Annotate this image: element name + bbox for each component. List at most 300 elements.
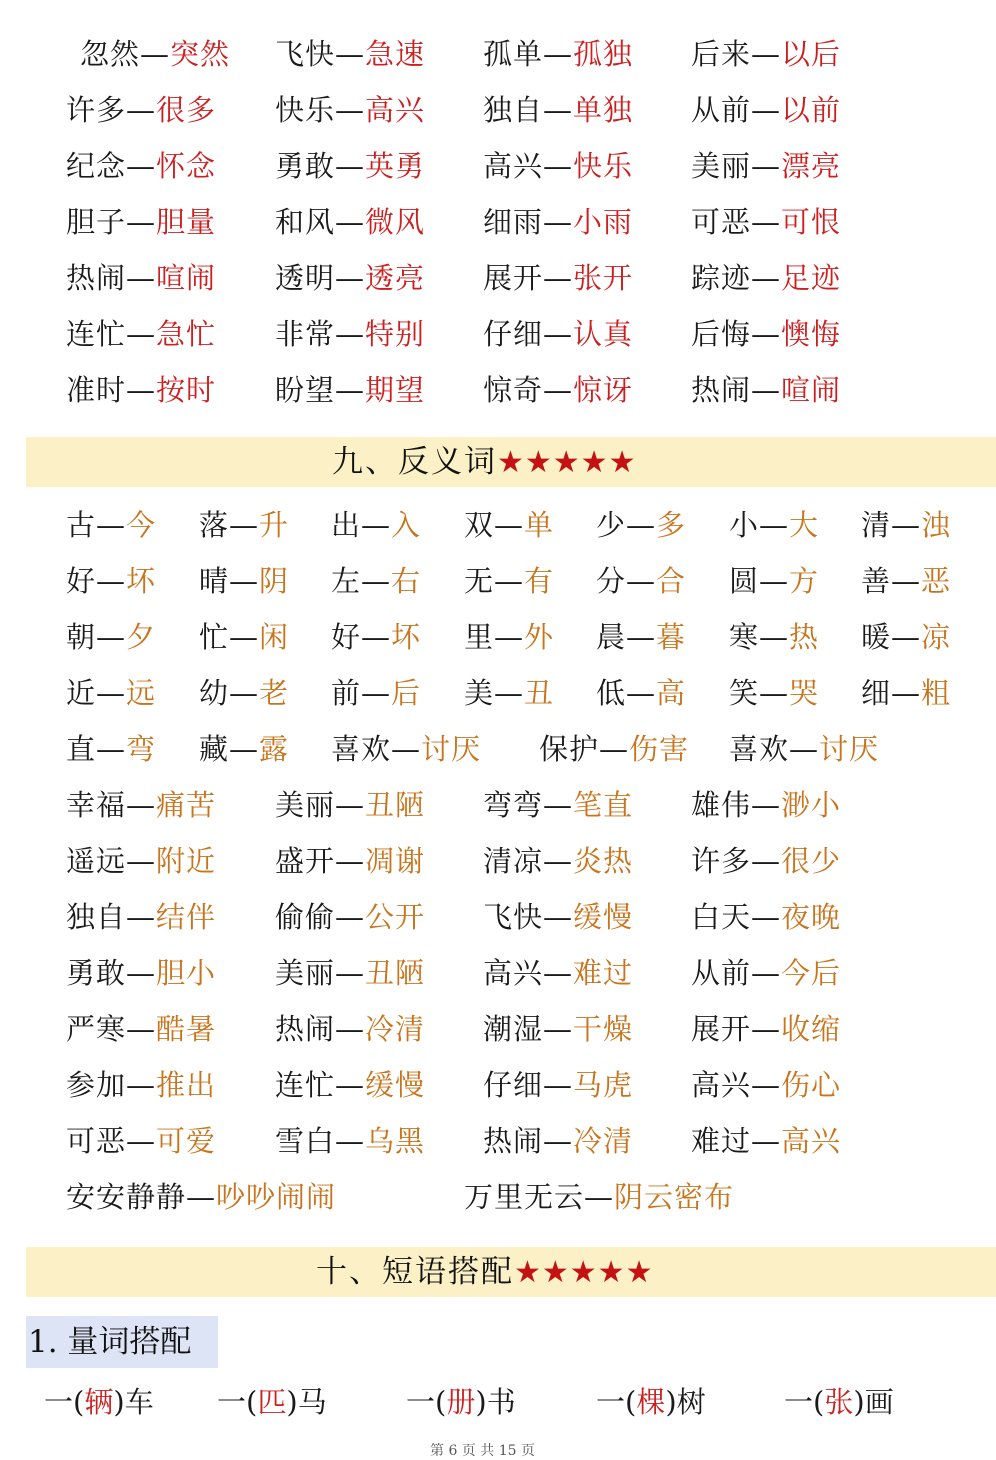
antonym-pair — [331, 497, 421, 553]
word: 朝 — [66, 620, 97, 654]
synonym-pair — [691, 26, 841, 82]
dash: — — [759, 676, 790, 710]
word: 盛开 — [275, 844, 336, 878]
antonym-pair — [331, 553, 421, 609]
word: 喜欢 — [331, 732, 392, 766]
measure-words-subheading: 1. 量词搭配 — [26, 1316, 218, 1368]
word: 展开 — [691, 1012, 752, 1046]
word: 少 — [596, 508, 627, 542]
answer-word: 合 — [656, 564, 687, 598]
word: 圆 — [729, 564, 760, 598]
dash: — — [186, 1180, 217, 1214]
dash: — — [891, 508, 922, 542]
answer-word: 特别 — [365, 317, 426, 351]
answer-word: 很少 — [781, 844, 842, 878]
word: 细 — [861, 676, 892, 710]
word: 保护 — [539, 732, 600, 766]
word: 笑 — [729, 676, 760, 710]
word: 纪念 — [66, 149, 127, 183]
dash: — — [229, 564, 260, 598]
antonym-pair — [331, 665, 421, 721]
answer-word: 方 — [789, 564, 820, 598]
word: 偷偷 — [275, 900, 336, 934]
synonym-pair — [66, 250, 216, 306]
measure-word-item — [44, 1374, 154, 1430]
dash: — — [126, 261, 157, 295]
antonym-pair — [691, 1001, 841, 1057]
word: 清凉 — [483, 844, 544, 878]
numeral: 一 — [44, 1385, 74, 1419]
dash: — — [751, 788, 782, 822]
answer-word: 阴 — [259, 564, 290, 598]
word: 盼望 — [275, 373, 336, 407]
antonym-row — [0, 721, 996, 777]
word: 忽然 — [80, 37, 141, 71]
word: 落 — [199, 508, 230, 542]
answer-word: 哭 — [789, 676, 820, 710]
word: 幼 — [199, 676, 230, 710]
dash: — — [96, 732, 127, 766]
answer-word: 高 — [656, 676, 687, 710]
dash: — — [789, 732, 820, 766]
antonym-row — [0, 777, 996, 833]
synonym-row — [0, 82, 996, 138]
antonym-pair — [691, 777, 841, 833]
answer-word: 怀念 — [156, 149, 217, 183]
open-paren: ( — [246, 1385, 258, 1419]
dash: — — [751, 205, 782, 239]
dash: — — [543, 261, 574, 295]
answer-word: 以前 — [781, 93, 842, 127]
answer-word: 懊悔 — [781, 317, 842, 351]
answer-word: 马虎 — [573, 1068, 634, 1102]
antonym-row — [0, 945, 996, 1001]
dash: — — [335, 149, 366, 183]
word: 美丽 — [275, 956, 336, 990]
dash: — — [335, 205, 366, 239]
answer-word: 伤害 — [629, 732, 690, 766]
answer-word: 夕 — [126, 620, 157, 654]
noun: 书 — [486, 1385, 516, 1419]
dash: — — [126, 373, 157, 407]
dash: — — [335, 788, 366, 822]
antonym-pair — [729, 553, 819, 609]
answer-word: 小雨 — [573, 205, 634, 239]
dash: — — [543, 956, 574, 990]
synonym-row — [0, 26, 996, 82]
antonym-pair — [66, 1001, 216, 1057]
answer-word: 高兴 — [781, 1124, 842, 1158]
answer-word: 很多 — [156, 93, 217, 127]
antonym-pair — [483, 889, 633, 945]
dash: — — [96, 564, 127, 598]
measure-word: 张 — [824, 1385, 854, 1419]
dash: — — [126, 1124, 157, 1158]
answer-word: 高兴 — [365, 93, 426, 127]
measure-word: 棵 — [636, 1385, 666, 1419]
answer-word: 大 — [789, 508, 820, 542]
antonym-pair — [596, 609, 686, 665]
dash: — — [543, 900, 574, 934]
word: 小 — [729, 508, 760, 542]
antonym-pair — [539, 721, 689, 777]
answer-word: 急忙 — [156, 317, 217, 351]
dash: — — [229, 620, 260, 654]
answer-word: 突然 — [170, 37, 231, 71]
antonym-pair — [861, 665, 951, 721]
antonym-pair — [691, 945, 841, 1001]
antonym-row — [0, 1169, 996, 1225]
word: 左 — [331, 564, 362, 598]
word: 惊奇 — [483, 373, 544, 407]
close-paren: ) — [113, 1385, 125, 1419]
antonym-row — [0, 1001, 996, 1057]
measure-word-item — [596, 1374, 706, 1430]
word: 许多 — [66, 93, 127, 127]
dash: — — [751, 93, 782, 127]
numeral: 一 — [217, 1385, 247, 1419]
antonym-pair — [464, 553, 554, 609]
answer-word: 露 — [259, 732, 290, 766]
word: 晨 — [596, 620, 627, 654]
answer-word: 难过 — [573, 956, 634, 990]
synonym-pair — [275, 306, 425, 362]
antonym-pair — [199, 665, 289, 721]
word: 参加 — [66, 1068, 127, 1102]
answer-word: 胆小 — [156, 956, 217, 990]
answer-word: 远 — [126, 676, 157, 710]
answer-word: 后 — [391, 676, 422, 710]
word: 万里无云 — [464, 1180, 585, 1214]
antonyms-heading — [332, 437, 636, 487]
answer-word: 伤心 — [781, 1068, 842, 1102]
antonym-pair — [66, 889, 216, 945]
synonym-pair — [691, 250, 841, 306]
answer-word: 浊 — [921, 508, 952, 542]
dash: — — [229, 508, 260, 542]
word: 透明 — [275, 261, 336, 295]
dash: — — [335, 261, 366, 295]
word: 分 — [596, 564, 627, 598]
word: 出 — [331, 508, 362, 542]
antonym-pair — [275, 833, 425, 889]
antonym-pair — [729, 609, 819, 665]
word: 善 — [861, 564, 892, 598]
dash: — — [751, 956, 782, 990]
antonym-pair — [66, 1169, 336, 1225]
antonym-pair — [691, 889, 841, 945]
word: 飞快 — [483, 900, 544, 934]
antonym-pair — [729, 497, 819, 553]
antonym-pair — [275, 945, 425, 1001]
word: 美丽 — [275, 788, 336, 822]
answer-word: 夜晚 — [781, 900, 842, 934]
synonym-pair — [691, 306, 841, 362]
dash: — — [361, 676, 392, 710]
dash: — — [751, 1068, 782, 1102]
word: 遥远 — [66, 844, 127, 878]
answer-word: 吵吵闹闹 — [216, 1180, 337, 1214]
dash: — — [543, 373, 574, 407]
dash: — — [96, 508, 127, 542]
word: 和风 — [275, 205, 336, 239]
word: 直 — [66, 732, 97, 766]
synonym-pair — [483, 26, 633, 82]
answer-word: 入 — [391, 508, 422, 542]
phrases-heading-band — [26, 1247, 996, 1297]
word: 幸福 — [66, 788, 127, 822]
dash: — — [335, 1068, 366, 1102]
synonym-pair — [483, 362, 633, 418]
antonym-pair — [483, 1113, 633, 1169]
word: 高兴 — [691, 1068, 752, 1102]
dash: — — [543, 37, 574, 71]
synonym-row — [0, 306, 996, 362]
synonym-pair — [275, 362, 425, 418]
word: 里 — [464, 620, 495, 654]
antonym-pair — [861, 497, 951, 553]
phrases-title: 十、短语搭配 — [316, 1254, 514, 1290]
dash: — — [751, 1012, 782, 1046]
word: 孤单 — [483, 37, 544, 71]
measure-word-item — [784, 1374, 894, 1430]
close-paren: ) — [665, 1385, 677, 1419]
dash: — — [751, 373, 782, 407]
dash: — — [891, 676, 922, 710]
word: 仔细 — [483, 1068, 544, 1102]
dash: — — [626, 676, 657, 710]
dash: — — [759, 508, 790, 542]
answer-word: 漂亮 — [781, 149, 842, 183]
word: 飞快 — [275, 37, 336, 71]
word: 雪白 — [275, 1124, 336, 1158]
dash: — — [229, 732, 260, 766]
word: 热闹 — [691, 373, 752, 407]
answer-word: 升 — [259, 508, 290, 542]
word: 藏 — [199, 732, 230, 766]
answer-word: 坏 — [391, 620, 422, 654]
dash: — — [494, 564, 525, 598]
page-footer: 第 6 页 共 15 页 — [430, 1443, 535, 1459]
dash: — — [335, 844, 366, 878]
dash: — — [543, 149, 574, 183]
word: 前 — [331, 676, 362, 710]
answer-word: 可恨 — [781, 205, 842, 239]
antonym-pair — [596, 553, 686, 609]
synonym-pair — [275, 82, 425, 138]
dash: — — [759, 564, 790, 598]
measure-word-row — [0, 1374, 996, 1430]
answer-word: 期望 — [365, 373, 426, 407]
antonym-pair — [66, 497, 156, 553]
answer-word: 单独 — [573, 93, 634, 127]
word: 寒 — [729, 620, 760, 654]
word: 胆子 — [66, 205, 127, 239]
antonym-pair — [483, 945, 633, 1001]
open-paren: ( — [625, 1385, 637, 1419]
dash: — — [96, 620, 127, 654]
answer-word: 凉 — [921, 620, 952, 654]
dash: — — [335, 1012, 366, 1046]
dash: — — [543, 788, 574, 822]
dash: — — [543, 205, 574, 239]
antonym-row — [0, 553, 996, 609]
word: 清 — [861, 508, 892, 542]
dash: — — [494, 676, 525, 710]
dash: — — [126, 788, 157, 822]
phrases-heading — [316, 1247, 653, 1297]
word: 独自 — [66, 900, 127, 934]
answer-word: 坏 — [126, 564, 157, 598]
antonym-pair — [691, 1057, 841, 1113]
answer-word: 透亮 — [365, 261, 426, 295]
antonym-pair — [331, 721, 481, 777]
dash: — — [126, 149, 157, 183]
antonym-row — [0, 497, 996, 553]
antonym-pair — [464, 1169, 734, 1225]
antonym-pair — [66, 1113, 216, 1169]
answer-word: 胆量 — [156, 205, 217, 239]
word: 低 — [596, 676, 627, 710]
word: 近 — [66, 676, 97, 710]
answer-word: 喧闹 — [781, 373, 842, 407]
answer-word: 丑陋 — [365, 956, 426, 990]
synonym-row — [0, 250, 996, 306]
close-paren: ) — [286, 1385, 298, 1419]
star-rating: ★★★★★ — [514, 1255, 654, 1290]
dash: — — [361, 620, 392, 654]
word: 暖 — [861, 620, 892, 654]
synonym-pair — [691, 82, 841, 138]
synonym-pair — [275, 26, 425, 82]
word: 勇敢 — [66, 956, 127, 990]
answer-word: 有 — [524, 564, 555, 598]
antonym-row — [0, 1057, 996, 1113]
dash: — — [626, 620, 657, 654]
dash: — — [391, 732, 422, 766]
answer-word: 酷暑 — [156, 1012, 217, 1046]
dash: — — [543, 1068, 574, 1102]
word: 可恶 — [691, 205, 752, 239]
dash: — — [229, 676, 260, 710]
antonym-pair — [483, 1057, 633, 1113]
word: 忙 — [199, 620, 230, 654]
answer-word: 暮 — [656, 620, 687, 654]
word: 快乐 — [275, 93, 336, 127]
noun: 树 — [676, 1385, 706, 1419]
word: 美丽 — [691, 149, 752, 183]
answer-word: 凋谢 — [365, 844, 426, 878]
antonym-pair — [275, 1057, 425, 1113]
dash: — — [126, 93, 157, 127]
dash: — — [751, 261, 782, 295]
dash: — — [584, 1180, 615, 1214]
word: 踪迹 — [691, 261, 752, 295]
word: 无 — [464, 564, 495, 598]
dash: — — [626, 564, 657, 598]
answer-word: 右 — [391, 564, 422, 598]
answer-word: 惊讶 — [573, 373, 634, 407]
dash: — — [751, 317, 782, 351]
dash: — — [335, 1124, 366, 1158]
word: 热闹 — [66, 261, 127, 295]
antonym-pair — [66, 1057, 216, 1113]
antonym-row — [0, 609, 996, 665]
dash: — — [361, 564, 392, 598]
synonym-pair — [483, 82, 633, 138]
synonym-pair — [66, 138, 216, 194]
word: 连忙 — [275, 1068, 336, 1102]
dash: — — [891, 564, 922, 598]
synonym-pair — [691, 138, 841, 194]
synonym-pair — [275, 138, 425, 194]
numeral: 一 — [596, 1385, 626, 1419]
antonym-pair — [66, 665, 156, 721]
dash: — — [626, 508, 657, 542]
measure-word: 册 — [446, 1385, 476, 1419]
answer-word: 英勇 — [365, 149, 426, 183]
answer-word: 按时 — [156, 373, 217, 407]
dash: — — [751, 1124, 782, 1158]
word: 难过 — [691, 1124, 752, 1158]
answer-word: 推出 — [156, 1068, 217, 1102]
word: 非常 — [275, 317, 336, 351]
close-paren: ) — [853, 1385, 865, 1419]
answer-word: 闲 — [259, 620, 290, 654]
open-paren: ( — [813, 1385, 825, 1419]
answer-word: 今后 — [781, 956, 842, 990]
antonym-pair — [275, 1001, 425, 1057]
word: 美 — [464, 676, 495, 710]
dash: — — [759, 620, 790, 654]
word: 潮湿 — [483, 1012, 544, 1046]
antonyms-heading-band — [26, 437, 996, 487]
antonym-pair — [464, 665, 554, 721]
synonym-row — [0, 138, 996, 194]
dash: — — [126, 1012, 157, 1046]
word: 展开 — [483, 261, 544, 295]
word: 雄伟 — [691, 788, 752, 822]
synonym-pair — [275, 194, 425, 250]
word: 好 — [66, 564, 97, 598]
antonym-pair — [596, 665, 686, 721]
antonym-pair — [66, 777, 216, 833]
answer-word: 认真 — [573, 317, 634, 351]
answer-word: 单 — [524, 508, 555, 542]
dash: — — [335, 373, 366, 407]
synonym-pair — [483, 306, 633, 362]
dash: — — [335, 37, 366, 71]
synonym-pair — [483, 250, 633, 306]
noun: 车 — [124, 1385, 154, 1419]
synonym-pair — [80, 26, 230, 82]
antonym-pair — [199, 609, 289, 665]
answer-word: 公开 — [365, 900, 426, 934]
word: 后来 — [691, 37, 752, 71]
measure-word: 辆 — [84, 1385, 114, 1419]
synonym-row — [0, 362, 996, 418]
measure-word: 匹 — [257, 1385, 287, 1419]
word: 古 — [66, 508, 97, 542]
dash: — — [543, 317, 574, 351]
open-paren: ( — [435, 1385, 447, 1419]
dash: — — [126, 956, 157, 990]
word: 安安静静 — [66, 1180, 187, 1214]
antonym-pair — [464, 497, 554, 553]
word: 白天 — [691, 900, 752, 934]
dash: — — [891, 620, 922, 654]
answer-word: 干燥 — [573, 1012, 634, 1046]
